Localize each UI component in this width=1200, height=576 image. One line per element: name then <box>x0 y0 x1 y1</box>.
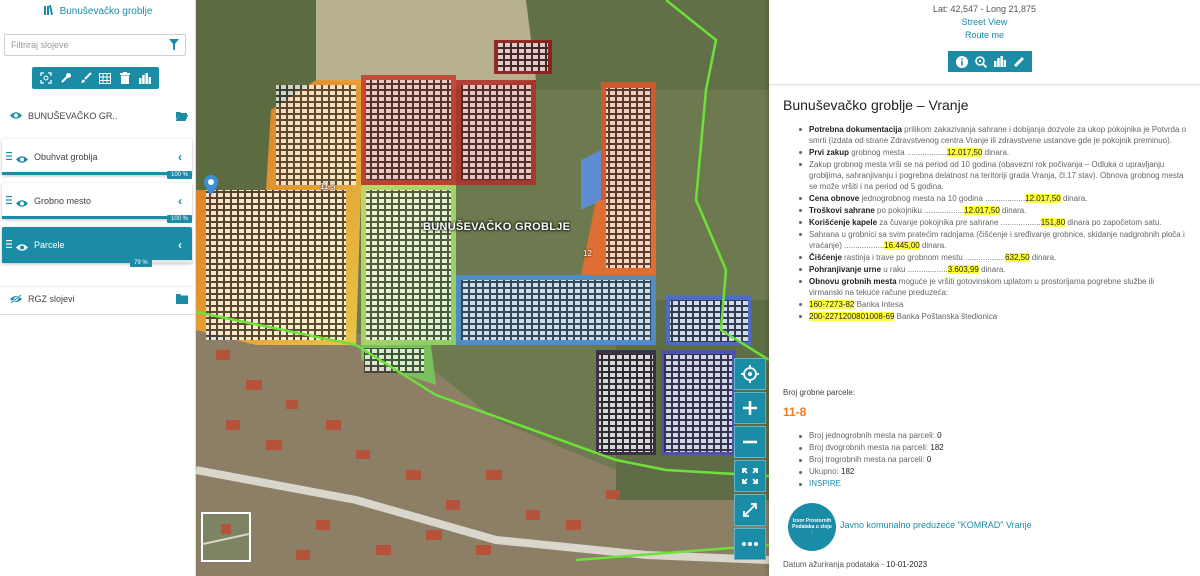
eye-icon[interactable] <box>16 151 28 169</box>
overview-minimap[interactable] <box>201 512 251 562</box>
item-text: moguće je vršiti gotovinskom uplatom u prostorijama pogrebne službe ili virmanski na tekuće račune preduzeća: <box>809 277 1155 297</box>
layer-panel-header[interactable] <box>0 0 196 22</box>
item-suffix: Banka Poštanska štedionica <box>894 312 998 321</box>
location-pin-icon[interactable] <box>204 175 218 195</box>
locate-icon[interactable] <box>734 358 766 390</box>
layer-parcele[interactable] <box>2 227 192 266</box>
pricing-info-list <box>797 124 1189 323</box>
item-heading: Cena obnove <box>809 194 860 203</box>
zoom-extent-icon[interactable] <box>38 70 54 86</box>
brush-icon[interactable] <box>78 70 94 86</box>
layer-label: Obuhvat groblja <box>34 152 98 162</box>
opacity-value: 100 % <box>167 215 192 223</box>
library-icon <box>44 5 54 18</box>
feature-info-panel <box>769 0 1200 576</box>
list-item <box>797 430 1177 442</box>
item-text: prilikom zakazivanja sahrane i dobijanja dozvole za ukop pokojnika je Potvrda o smrti (izdata od strane Zdravstvenog centra Vranje ili zdravstvene ustanove gde je pokojnik preminuo). <box>809 125 1187 145</box>
highlighted-amount: 16.445,00 <box>884 241 920 250</box>
item-heading: Obnovu grobnih mesta <box>809 277 897 286</box>
drag-handle-icon[interactable] <box>6 196 12 204</box>
layer-filter-input[interactable] <box>4 34 186 56</box>
item-suffix: dinara po započetom satu. <box>1065 218 1162 227</box>
list-item <box>797 466 1177 478</box>
cemetery-map-label: BUNUŠEVAČKO GROBLJE <box>423 221 571 233</box>
update-date <box>783 560 927 569</box>
drag-handle-icon[interactable] <box>6 240 12 248</box>
stat-label: Broj trogrobnih mesta na parceli: <box>809 455 927 464</box>
bar-chart-icon[interactable] <box>993 55 1007 69</box>
parcel-label: 11-5 <box>320 182 336 191</box>
layer-group-label: BUNUŠEVAČKO GR.. <box>28 111 118 121</box>
stat-value: 182 <box>930 443 944 452</box>
ruler-icon[interactable] <box>1012 55 1026 69</box>
item-suffix: dinara. <box>999 206 1027 215</box>
chevron-left-icon[interactable]: ‹ <box>178 150 182 164</box>
eye-icon[interactable] <box>10 111 22 122</box>
layer-panel-title: Bunuševačko groblje <box>59 5 153 17</box>
table-icon[interactable] <box>97 70 113 86</box>
list-item <box>797 442 1177 454</box>
list-item <box>797 124 1189 146</box>
parcel-number-label: Broj grobne parcele: <box>783 388 856 397</box>
highlighted-amount: 12.017,50 <box>1025 194 1061 203</box>
inspire-link[interactable]: INSPIRE <box>809 479 842 488</box>
opacity-value: 100 % <box>167 171 192 179</box>
update-date-label: Datum ažuriranja podataka - <box>783 560 887 569</box>
highlighted-amount: 12.017,50 <box>946 148 983 157</box>
highlighted-amount: 632,50 <box>1005 253 1030 262</box>
item-heading: Korišćenje kapele <box>809 218 878 227</box>
item-heading: Čišćenje <box>809 253 842 262</box>
feature-title: Bunuševačko groblje – Vranje <box>783 97 969 113</box>
item-suffix: dinara. <box>1029 253 1057 262</box>
info-toolbar <box>948 51 1032 72</box>
list-item <box>797 264 1189 275</box>
item-text: za čuvanje pokojnika pre sahrane .................. <box>877 218 1041 227</box>
divider <box>0 314 196 315</box>
layer-grobno-mesto[interactable] <box>2 183 192 222</box>
parcel-label: 12 <box>583 249 592 258</box>
item-text: u raku .................. <box>881 265 948 274</box>
zoom-in-icon[interactable] <box>734 392 766 424</box>
coordinates-readout: Lat: 42,547 - Long 21,875 <box>932 4 1037 14</box>
fullscreen-icon[interactable] <box>734 460 766 492</box>
item-heading: Troškovi sahrane <box>809 206 875 215</box>
stat-label: Broj jednogrobnih mesta na parceli: <box>809 431 938 440</box>
divider <box>769 84 1200 85</box>
chevron-left-icon[interactable]: ‹ <box>178 238 182 252</box>
layer-group-bunusevacko[interactable] <box>0 104 196 128</box>
layer-group-rgz[interactable] <box>0 286 196 310</box>
source-badge: Izvor Prostornih Podataka u sloju : <box>788 503 836 551</box>
opacity-slider[interactable] <box>2 260 192 263</box>
item-suffix: dinara. <box>1060 194 1088 203</box>
layer-label: Grobno mesto <box>34 196 92 206</box>
item-text: rastinja i trave po grobnom mestu .................. <box>841 253 1006 262</box>
eye-slash-icon[interactable] <box>10 294 22 306</box>
opacity-value: 79 % <box>130 259 152 267</box>
stat-label: Broj dvogrobnih mesta na parceli: <box>809 443 931 452</box>
list-item <box>797 217 1189 228</box>
list-item <box>797 276 1189 298</box>
layer-obuhvat-groblja[interactable] <box>2 139 192 178</box>
list-item <box>797 478 1177 490</box>
list-item <box>797 147 1189 158</box>
bar-chart-icon[interactable] <box>137 70 153 86</box>
map-canvas[interactable] <box>196 0 769 576</box>
list-item <box>797 205 1189 216</box>
search-location-icon[interactable] <box>974 55 988 69</box>
list-item <box>797 454 1177 466</box>
item-text: Sahrana u grobnici sa svim pratećim radnjama (čišćenje i sređivanje grobnice, skidanje nadgrobnih ploča i vraćanje) .................. <box>809 230 1185 250</box>
eye-icon[interactable] <box>16 195 28 213</box>
item-suffix: dinara. <box>982 148 1010 157</box>
item-text: grobnog mesta .................. <box>849 148 947 157</box>
parcel-stats-list <box>797 430 1177 490</box>
more-icon[interactable] <box>734 528 766 560</box>
highlighted-amount: 151,80 <box>1040 218 1066 227</box>
layer-toolbar <box>32 67 159 89</box>
stat-label: Ukupno: <box>809 467 842 476</box>
highlighted-amount: 160-7273-82 <box>809 300 855 309</box>
rgz-label: RGZ slojevi <box>28 294 75 304</box>
funnel-icon[interactable] <box>169 39 179 51</box>
wrench-icon[interactable] <box>58 70 74 86</box>
layer-label: Parcele <box>34 240 65 250</box>
item-text: jednogrobnog mesta na 10 godina .................. <box>859 194 1026 203</box>
parcel-number-value: 11-8 <box>783 405 807 419</box>
map-imagery <box>196 0 769 576</box>
item-heading: Potrebna dokumentacija <box>809 125 902 134</box>
info-icon[interactable] <box>955 55 969 69</box>
opacity-slider[interactable] <box>2 172 192 175</box>
list-item <box>797 299 1189 310</box>
stat-value: 0 <box>926 455 932 464</box>
list-item <box>797 159 1189 192</box>
list-item <box>797 229 1189 251</box>
item-text: po pokojniku .................. <box>874 206 965 215</box>
list-item <box>797 311 1189 322</box>
folder-open-icon[interactable] <box>176 111 188 123</box>
expand-icon[interactable] <box>734 494 766 526</box>
highlighted-amount: 12.017,50 <box>964 206 1000 215</box>
highlighted-amount: 200-2271200801008-69 <box>809 312 895 321</box>
zoom-out-icon[interactable] <box>734 426 766 458</box>
item-heading: Pohranjivanje urne <box>809 265 882 274</box>
eye-icon[interactable] <box>16 239 28 257</box>
opacity-slider[interactable] <box>2 216 192 219</box>
route-me-link[interactable]: Route me <box>964 30 1005 40</box>
highlighted-amount: 3.603,99 <box>947 265 979 274</box>
item-heading: Prvi zakup <box>809 148 850 157</box>
street-view-link[interactable]: Street View <box>961 17 1008 27</box>
layer-filter-placeholder: Filtriraj slojeve <box>11 40 69 50</box>
item-suffix: dinara. <box>978 265 1006 274</box>
trash-icon[interactable] <box>117 70 133 86</box>
layer-panel <box>0 0 196 576</box>
folder-icon[interactable] <box>176 294 188 306</box>
item-suffix: dinara. <box>919 241 947 250</box>
chevron-left-icon[interactable]: ‹ <box>178 194 182 208</box>
item-suffix: Banka Intesa <box>854 300 904 309</box>
item-text: Zakup grobnog mesta vrši se na period od 10 godina (obavezni rok počivanja – Odluka o upravljanju grobljima, sahranjivanju i pogrebna delatnost na teritoriji grada Vranja, čl.17 stav). Obnova grobnog mesta se može vršiti i na period od 5 godina. <box>809 160 1184 191</box>
list-item <box>797 252 1189 263</box>
list-item <box>797 193 1189 204</box>
update-date-value: 10-01-2023 <box>886 560 928 569</box>
source-provider-link[interactable]: Javno komunalno preduzeće "KOMRAD" Vranje <box>840 520 1032 530</box>
stat-value: 0 <box>937 431 942 440</box>
drag-handle-icon[interactable] <box>6 152 12 160</box>
stat-value: 182 <box>841 467 855 476</box>
